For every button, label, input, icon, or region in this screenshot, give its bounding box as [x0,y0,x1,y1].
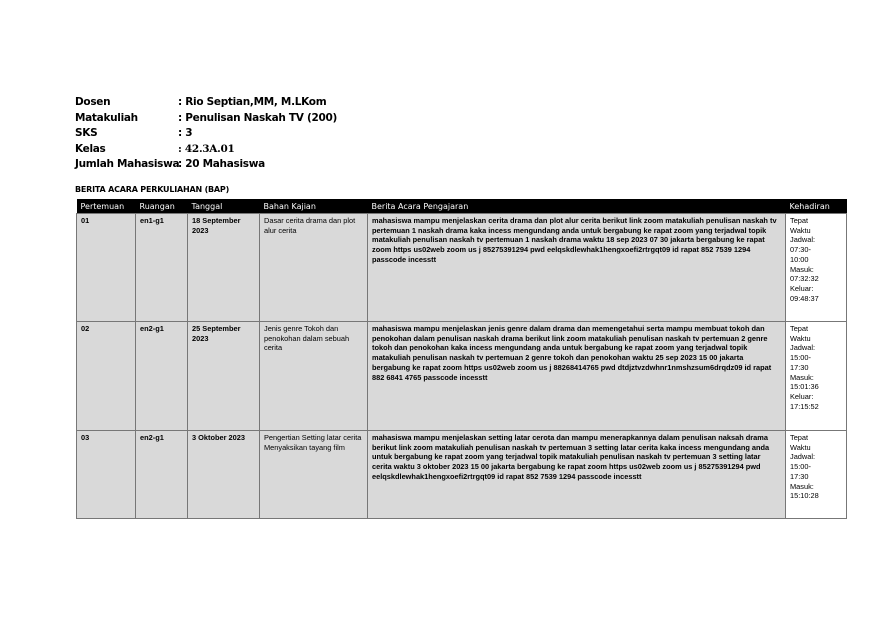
kehadiran-line: 15:10:28 [790,491,819,501]
info-value: : 3 [178,127,193,139]
kehadiran-line: Masuk: [790,372,814,382]
info-row-matakuliah [75,111,337,127]
cell-berita-acara: mahasiswa mampu menjelaskan jenis genre dalam drama dan memengetahui serta mampu membuat tokoh dan penokohan dalam penulisan naskah drama berikut link zoom matakuliah penulisan naskah tv pertemuan 2 genre tokoh dan penokohan kaka incess mengundang anda untuk bergabung ke rapat zoom yang terjadwal topik matakuliah penulisan naskah tv pertemuan 2 genre tokoh dan penokohan waktu 25 sep 2023 15 00 jakarta bergabung ke rapat zoom https us02web zoom us j 88268414765 pwd dtdjztvzdwhnr1nmshzsum6drqdz09 id rapat 882 6841 4765 passcode incesstt [368,322,786,431]
kehadiran-line: Masuk: [790,481,814,491]
kehadiran-line: 15:00- [790,462,811,472]
kehadiran-line: Waktu [790,225,811,235]
info-value: : 20 Mahasiswa [178,158,265,170]
table-row [77,431,847,519]
info-label: Matakuliah [75,111,138,124]
header-ruangan: Ruangan [136,199,188,214]
kehadiran-line: 17:15:52 [790,401,819,411]
kehadiran-line: Waktu [790,442,811,452]
section-title: BERITA ACARA PERKULIAHAN (BAP) [75,185,230,194]
kehadiran-line: 07:30- [790,245,811,255]
kehadiran-line: Masuk: [790,264,814,274]
cell-pertemuan: 02 [77,322,136,431]
table-row [77,322,847,431]
kehadiran-line: 17:30 [790,471,809,481]
header-berita-acara: Berita Acara Pengajaran [368,199,786,214]
kehadiran-line: 10:00 [790,254,809,264]
info-label: Jumlah Mahasiswa [75,158,180,170]
bap-table [76,199,847,519]
kehadiran-line: 15:01:36 [790,382,819,392]
info-value: : Penulisan Naskah TV (200) [178,111,337,124]
cell-pertemuan: 01 [77,214,136,322]
course-info [75,95,337,173]
cell-kehadiran [786,214,847,322]
cell-ruangan: en2-g1 [136,322,188,431]
cell-kehadiran [786,431,847,519]
info-label: Kelas [75,142,106,155]
header-kehadiran: Kehadiran [786,199,847,214]
kehadiran-line: 15:00- [790,353,811,363]
cell-tanggal: 25 September 2023 [188,322,260,431]
header-bahan-kajian: Bahan Kajian [260,199,368,214]
cell-berita-acara: mahasiswa mampu menjelaskan cerita drama dan plot alur cerita berikut link zoom matakuliah penulisan naskah tv pertemuan 1 naskah drama kaka incess mengundang anda untuk bergabung ke rapat zoom yang terjadwal topik matakuliah penulisan naskah tv pertemuan 1 naskah drama waktu 18 sep 2023 07 30 jakarta bergabung ke rapat zoom https us02web zoom us j 85275391294 pwd eelqskdlewhak1hengxoefi2rtrgqt09 id rapat 852 7539 1294 passcode incesstt [368,214,786,322]
table-header-row [77,199,847,214]
info-label: SKS [75,127,98,139]
cell-tanggal: 18 September 2023 [188,214,260,322]
cell-tanggal: 3 Oktober 2023 [188,431,260,519]
kehadiran-line: Jadwal: [790,235,816,245]
header-tanggal: Tanggal [188,199,260,214]
kehadiran-line: Waktu [790,333,811,343]
table-row [77,214,847,322]
cell-pertemuan: 03 [77,431,136,519]
kehadiran-line: Tepat [790,324,809,333]
cell-bahan-kajian: Pengertian Setting latar cerita Menyaksikan tayang film [260,431,368,519]
kehadiran-line: 07:32:32 [790,274,819,284]
header-pertemuan: Pertemuan [77,199,136,214]
kehadiran-line: Tepat [790,433,809,442]
info-value: : Rio Septian,MM, M.LKom [178,96,327,108]
kehadiran-line: 17:30 [790,362,809,372]
kehadiran-line: Keluar: [790,283,814,293]
cell-berita-acara: mahasiswa mampu menjelaskan setting latar cerota dan mampu menerapkannya dalam penulisan naksah drama berikut link zoom matakuliah penulisan naskah tv pertemuan 3 setting latar cerita kaka incess mengundang anda untuk bergabung ke rapat zoom yang terjadwal topik matakuliah penulisan naskah tv pertemuan 3 setting latar cerita waktu 3 oktober 2023 15 00 jakarta bergabung ke rapat zoom https us02web zoom us j 85275391294 pwd eelqskdlewhak1hengxoefi2rtrgqt09 id rapat 852 7539 1294 passcode incesstt [368,431,786,519]
cell-bahan-kajian: Jenis genre Tokoh dan penokohan dalam sebuah cerita [260,322,368,431]
info-row-dosen [75,95,337,111]
kehadiran-line: Keluar: [790,391,814,401]
info-row-kelas [75,142,337,158]
cell-ruangan: en1-g1 [136,214,188,322]
info-value: : 42.3A.01 [178,142,235,155]
kehadiran-line: Jadwal: [790,452,816,462]
info-row-sks [75,126,337,142]
cell-bahan-kajian: Dasar cerita drama dan plot alur cerita [260,214,368,322]
kehadiran-line: Tepat [790,216,809,225]
info-row-jumlah-mahasiswa [75,157,337,173]
cell-kehadiran [786,322,847,431]
cell-ruangan: en2-g1 [136,431,188,519]
kehadiran-line: Jadwal: [790,343,816,353]
info-label: Dosen [75,96,111,108]
kehadiran-line: 09:48:37 [790,293,819,303]
